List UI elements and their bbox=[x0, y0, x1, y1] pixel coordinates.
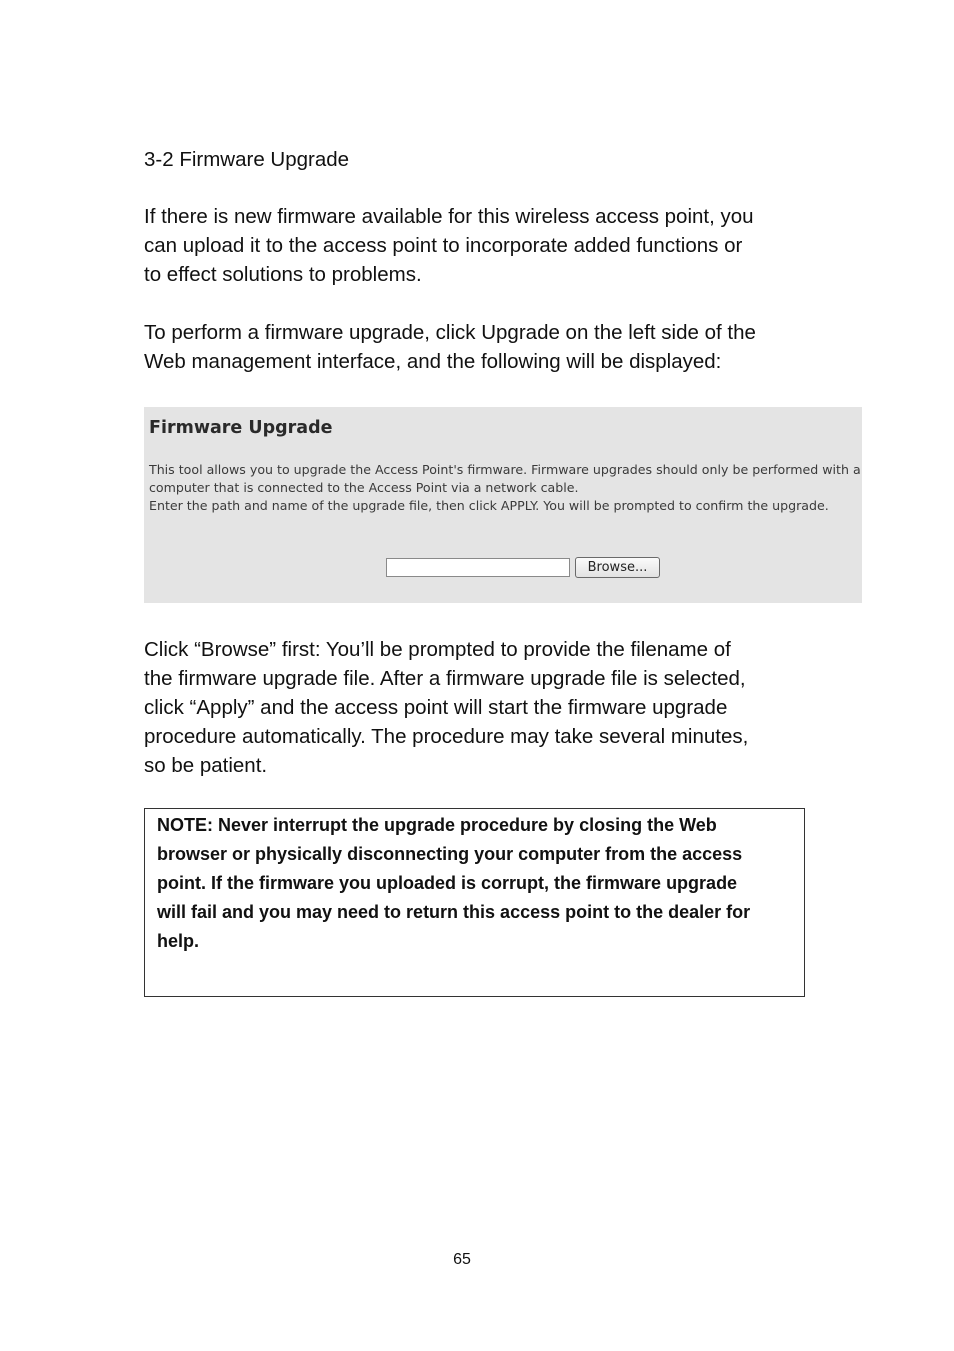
screenshot-description-line: Enter the path and name of the upgrade file, then click APPLY. You will be prompted to confirm the upgrade. bbox=[149, 498, 829, 513]
browse-paragraph-line: click “Apply” and the access point will start the firmware upgrade bbox=[144, 696, 728, 719]
instruction-paragraph-line: Web management interface, and the following will be displayed: bbox=[144, 350, 722, 373]
screenshot-description-line: computer that is connected to the Access Point via a network cable. bbox=[149, 480, 579, 495]
note-line: NOTE: Never interrupt the upgrade procedure by closing the Web bbox=[157, 815, 717, 835]
browse-paragraph-line: so be patient. bbox=[144, 754, 268, 777]
browse-paragraph-line: procedure automatically. The procedure may take several minutes, bbox=[144, 725, 749, 748]
browse-paragraph-line: the firmware upgrade file. After a firmware upgrade file is selected, bbox=[144, 667, 746, 690]
page-number: 65 bbox=[453, 1251, 471, 1268]
section-heading: 3-2 Firmware Upgrade bbox=[144, 148, 350, 171]
note-line: point. If the firmware you uploaded is corrupt, the firmware upgrade bbox=[157, 873, 738, 893]
note-box bbox=[144, 808, 805, 997]
note-line: will fail and you may need to return this access point to the dealer for bbox=[157, 902, 751, 922]
file-path-input[interactable] bbox=[386, 558, 570, 577]
instruction-paragraph-line: To perform a firmware upgrade, click Upgrade on the left side of the bbox=[144, 321, 756, 344]
intro-paragraph-line: can upload it to the access point to incorporate added functions or bbox=[144, 234, 743, 257]
intro-paragraph-line: to effect solutions to problems. bbox=[144, 263, 422, 286]
intro-paragraph-line: If there is new firmware available for this wireless access point, you bbox=[144, 205, 754, 228]
note-line: help. bbox=[157, 931, 200, 951]
browse-button[interactable]: Browse... bbox=[575, 557, 660, 578]
firmware-upgrade-screenshot bbox=[144, 407, 862, 603]
screenshot-title: Firmware Upgrade bbox=[149, 418, 333, 438]
screenshot-description-line: This tool allows you to upgrade the Access Point's firmware. Firmware upgrades should only be performed with a bbox=[149, 462, 861, 477]
note-line: browser or physically disconnecting your computer from the access bbox=[157, 844, 743, 864]
browse-paragraph-line: Click “Browse” first: You’ll be prompted to provide the filename of bbox=[144, 638, 731, 661]
